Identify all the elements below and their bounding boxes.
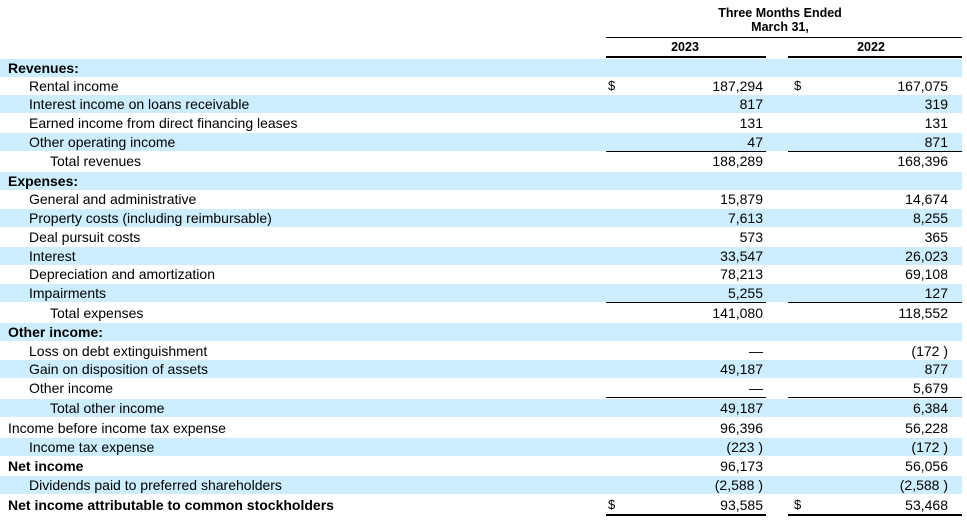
currency-symbol-2022: $ (794, 78, 802, 93)
expenses-subtotal-rule-2 (788, 302, 962, 303)
row-label: Net income (8, 458, 84, 474)
table-row (0, 228, 962, 246)
revenues-subtotal-rule-2 (788, 151, 962, 152)
table-row (0, 457, 962, 475)
row-label: Deal pursuit costs (29, 229, 141, 245)
other-income-subtotal-rule-2 (788, 397, 962, 398)
value-2023: 187,294 (712, 78, 763, 94)
expenses-subtotal-rule-1 (606, 302, 766, 303)
value-2022: (172 ) (911, 343, 948, 359)
table-row (0, 190, 962, 208)
row-label: Other income: (8, 324, 103, 340)
revenues-subtotal-rule-1 (606, 151, 766, 152)
value-2023: 15,879 (720, 191, 763, 207)
table-row (0, 152, 962, 170)
row-label: Expenses: (8, 173, 79, 189)
value-2022: 8,255 (912, 210, 948, 226)
table-row (0, 114, 962, 132)
row-label: Income before income tax expense (8, 420, 226, 436)
period-line-1: Three Months Ended (718, 6, 842, 20)
value-2023: 573 (739, 229, 763, 245)
table-row (0, 133, 962, 151)
value-2022: 127 (924, 285, 948, 301)
row-label: Interest income on loans receivable (29, 96, 250, 112)
other-income-subtotal-rule-1 (606, 397, 766, 398)
table-row (0, 247, 962, 265)
row-label: Net income attributable to common stockholders (8, 497, 334, 513)
net-income-total-rule-2 (788, 514, 962, 516)
row-label: Property costs (including reimbursable) (29, 210, 272, 226)
value-2023: 96,396 (720, 420, 763, 436)
value-2022: 26,023 (905, 248, 948, 264)
table-row (0, 379, 962, 397)
value-2022: 5,679 (912, 380, 948, 396)
row-label: Revenues: (8, 60, 79, 76)
column-header-2022: 2022 (857, 40, 885, 54)
table-row (0, 172, 962, 190)
row-label: Other operating income (29, 134, 176, 150)
value-2023: — (749, 343, 763, 359)
value-2022: 14,674 (905, 191, 948, 207)
table-row (0, 476, 962, 494)
row-label: Depreciation and amortization (29, 266, 215, 282)
value-2023: 5,255 (727, 285, 763, 301)
row-label: Earned income from direct financing leases (29, 115, 298, 131)
table-row (0, 284, 962, 302)
period-line-2: March 31, (751, 20, 809, 34)
table-row (0, 399, 962, 417)
table-row (0, 59, 962, 77)
table-row (0, 265, 962, 283)
value-2023: 141,080 (712, 305, 763, 321)
value-2022: 319 (924, 96, 948, 112)
value-2022: 877 (924, 361, 948, 377)
value-2022: 53,468 (905, 497, 948, 513)
currency-symbol-2022: $ (794, 497, 802, 512)
value-2022: 56,056 (905, 458, 948, 474)
table-row (0, 323, 962, 341)
row-label: Impairments (29, 285, 107, 301)
row-label: Other income (29, 380, 114, 396)
value-2023: 7,613 (727, 210, 763, 226)
table-row (0, 77, 962, 95)
value-2023: 96,173 (720, 458, 763, 474)
value-2023: 33,547 (720, 248, 763, 264)
value-2022: 69,108 (905, 266, 948, 282)
value-2023: (223 ) (726, 439, 763, 455)
row-label: Dividends paid to preferred shareholders (29, 477, 282, 493)
row-label: Total revenues (50, 153, 142, 169)
table-row (0, 95, 962, 113)
value-2022: 6,384 (912, 400, 948, 416)
column-header-2023: 2023 (671, 40, 699, 54)
currency-symbol-2023: $ (608, 78, 616, 93)
value-2023: 131 (739, 115, 763, 131)
row-label: Rental income (29, 78, 119, 94)
value-2023: 49,187 (720, 361, 763, 377)
value-2023: — (749, 380, 763, 396)
year-1-underline (606, 56, 766, 58)
currency-symbol-2023: $ (608, 497, 616, 512)
value-2022: 365 (924, 229, 948, 245)
value-2022: 168,396 (897, 153, 948, 169)
row-label: Gain on disposition of assets (29, 361, 208, 377)
value-2022: (172 ) (911, 439, 948, 455)
net-income-total-rule-1 (606, 514, 766, 516)
value-2023: (2,588 ) (714, 477, 763, 493)
value-2022: 131 (924, 115, 948, 131)
value-2022: 167,075 (897, 78, 948, 94)
value-2023: 817 (739, 96, 763, 112)
value-2023: 93,585 (720, 497, 763, 513)
value-2023: 188,289 (712, 153, 763, 169)
value-2022: 871 (924, 134, 948, 150)
table-row (0, 419, 962, 437)
table-row (0, 496, 962, 514)
row-label: Total expenses (50, 305, 144, 321)
table-row (0, 209, 962, 227)
table-row (0, 342, 962, 360)
table-row (0, 438, 962, 456)
value-2022: (2,588 ) (899, 477, 948, 493)
row-label: Income tax expense (29, 439, 155, 455)
value-2022: 118,552 (898, 305, 948, 321)
row-label: Interest (29, 248, 76, 264)
table-row (0, 304, 962, 322)
value-2023: 47 (747, 134, 763, 150)
row-label: Total other income (50, 400, 165, 416)
year-2-underline (788, 56, 962, 58)
value-2023: 49,187 (720, 400, 763, 416)
table-row (0, 360, 962, 378)
value-2023: 78,213 (720, 266, 763, 282)
period-header (610, 6, 950, 34)
period-underline (606, 37, 962, 38)
row-label: General and administrative (29, 191, 197, 207)
value-2022: 56,228 (905, 420, 948, 436)
row-label: Loss on debt extinguishment (29, 343, 208, 359)
